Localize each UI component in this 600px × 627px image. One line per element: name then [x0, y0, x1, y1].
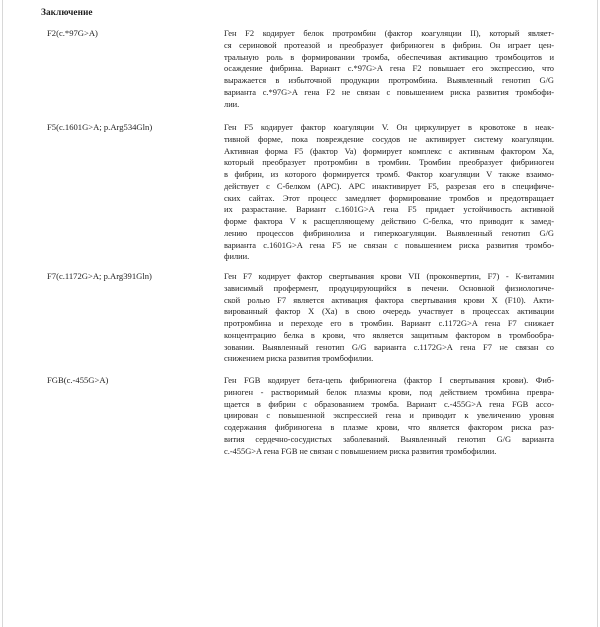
variant-label: FGB(c.-455G>A) — [47, 375, 109, 385]
description-line: Активная форма F5 (фактор Va) формирует комплекс с активным фактором Xa, — [224, 145, 554, 156]
description-line: протромбина и переходе его в тромбин. Вариант c.1172G>A гена F7 снижает — [224, 318, 554, 328]
description-line: форме фактора V к расщепляющему действию С-белка, что приводит к замед- — [224, 216, 554, 226]
description-line: лению процессов фибринолиза и гиперкоагуляции. Выявленный генотип G/G — [224, 227, 554, 238]
page-border-right — [597, 0, 598, 627]
description-line: зовании. Выявленный генотип G/G варианта c.1172G>A гена F7 не связан со — [224, 341, 554, 352]
description-line: осаждение фибрина. Вариант c.*97G>A гена F2 повышает его экспрессию, что — [224, 63, 554, 74]
description-line: Ген F2 кодирует белок протромбин (фактор коагуляции II), который являет- — [224, 28, 554, 38]
description-line: филии. — [224, 251, 250, 262]
description-line: варианта c.1601G>A гена F5 не связан с повышением риска развития тромбо- — [224, 239, 554, 250]
description-line: который преобразует протромбин в тромбин. Тромбин преобразует фибриноген — [224, 157, 554, 168]
description-line: концентрацию белка в крови, что является защитным фактором в тромбообра- — [224, 329, 554, 340]
variant-description — [224, 28, 554, 110]
page-border-left — [2, 0, 3, 627]
description-line: вированный фактор X (Xa) в свою очередь участвует в процессах активации — [224, 306, 554, 317]
description-line: зависимый профермент, продуцирующийся в печени. Основной физиологиче- — [224, 282, 554, 293]
description-line: ских сайтах. Этот процесс замедляет формирование тромбов и предотвращает — [224, 192, 554, 203]
description-line: ской ролью F7 является активация фактора свертывания крови X (F10). Акти- — [224, 294, 554, 305]
description-line: Ген F7 кодирует фактор свертывания крови VII (проконвертин, F7) - К-витамин — [224, 271, 554, 281]
variant-label: F2(c.*97G>A) — [47, 28, 98, 38]
description-line: лии. — [224, 98, 240, 109]
variant-description — [224, 122, 554, 263]
variant-label: F7(c.1172G>A; p.Arg391Gln) — [47, 271, 152, 281]
description-line: их разрастание. Вариант c.1601G>A гена F5 придает устойчивость активной — [224, 204, 554, 215]
description-line: Ген F5 кодирует фактор коагуляции V. Он циркулирует в кровотоке в неак- — [224, 122, 554, 132]
description-line: Ген FGB кодирует бета-цепь фибриногена (фактор I свертывания крови). Фиб- — [224, 375, 554, 385]
variant-description — [224, 271, 554, 365]
variant-label: F5(c.1601G>A; p.Arg534Gln) — [47, 122, 153, 132]
description-line: риноген - растворимый белок плазмы крови, под действием тромбина превра- — [224, 386, 554, 397]
section-heading: Заключение — [41, 8, 93, 18]
description-line: ся сериновой протеазой и преобразует фибриноген в фибрин. Он играет цен- — [224, 39, 554, 50]
description-line: содержания фибриногена в плазме крови, что является фактором риска раз- — [224, 422, 554, 432]
description-line: тральную роль в формировании тромба, обеспечивая активацию тромбоцитов и — [224, 51, 554, 62]
description-line: варианта c.*97G>A гена F2 не связан с повышением риска развития тромбофи- — [224, 86, 554, 97]
description-line: выражается в избыточной продукции протромбина. Выявленный генотип G/G — [224, 75, 554, 85]
description-line: вития сердечно-сосудистых заболеваний. Выявленный генотип G/G варианта — [224, 433, 554, 444]
description-line: в фибрин, из которого формируется тромб. Фактор коагуляции V также взаимо- — [224, 169, 554, 179]
description-line: c.-455G>A гена FGB не связан с повышением риска развития тромбофилии. — [224, 445, 497, 456]
variant-description — [224, 375, 554, 457]
description-line: снижением риска развития тромбофилии. — [224, 353, 374, 364]
description-line: тивной форме, пока повреждение сосудов не активирует систему коагуляции. — [224, 133, 554, 144]
description-line: действует с С-белком (APC). APC инактивирует F5, разрезая его в специфиче- — [224, 180, 554, 191]
description-line: циирован с повышенной экспрессией гена и приводит к увеличению уровня — [224, 410, 554, 421]
description-line: щается в фибрин с образованием тромба. Вариант c.-455G>A гена FGB ассо- — [224, 398, 554, 409]
